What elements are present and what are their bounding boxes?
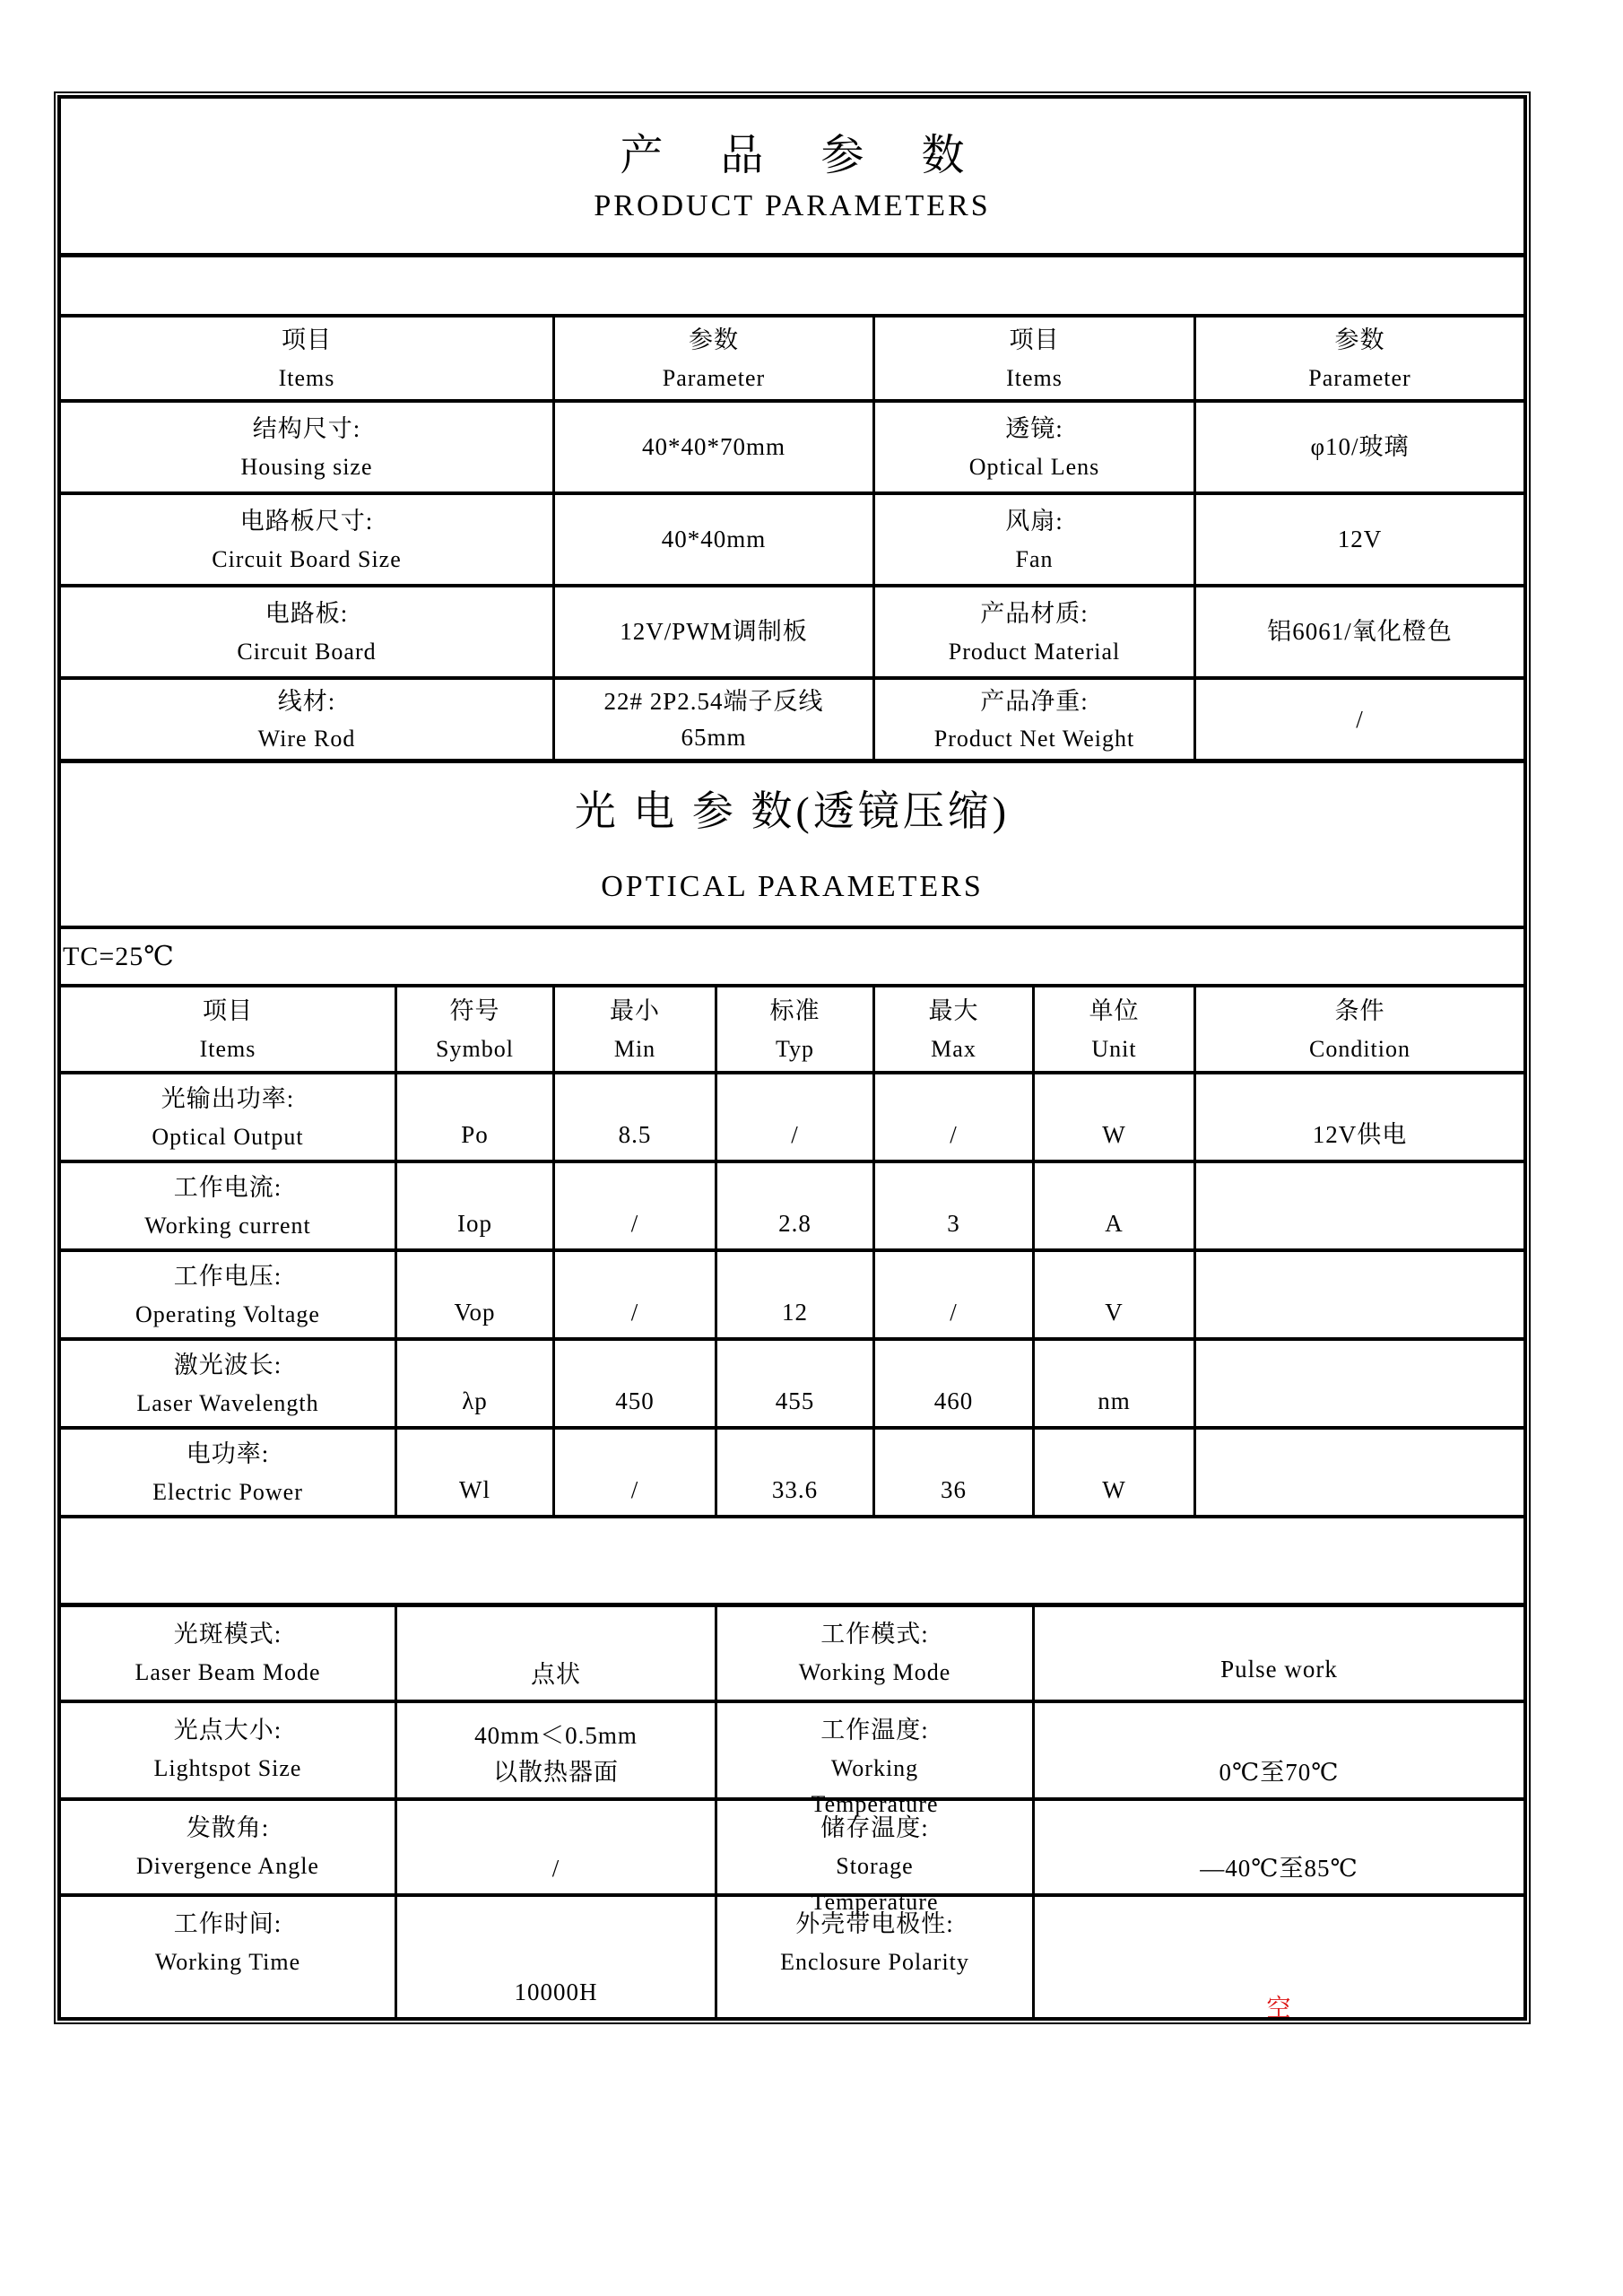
electric-power-label [61,1430,397,1518]
opt-header-unit-zh: 单位 [1089,997,1140,1025]
header-parameter-1 [555,317,875,403]
operating-voltage-typ-text: 12 [782,1298,808,1326]
optical-output-min [555,1074,717,1163]
electric-power-condition [1196,1430,1523,1518]
electric-power-symbol [397,1430,555,1518]
header-parameter-2-en: Parameter [1308,364,1411,391]
beam-mode-value [397,1607,717,1703]
working-mode-en: Working Mode [798,1658,951,1685]
working-current-en: Working current [144,1212,311,1239]
working-temperature-value-text: 0℃至70℃ [1219,1758,1340,1786]
operating-voltage-zh: 工作电压: [173,1263,282,1291]
spacer-row-middle [61,1518,1523,1607]
divergence-angle-zh: 发散角: [186,1814,270,1841]
circuit-board-value-text: 12V/PWM调制板 [620,618,808,646]
laser-wavelength-max-text: 460 [933,1387,974,1414]
working-temperature-en-clipped: Temperature [811,1790,939,1817]
electric-power-zh: 电功率: [186,1440,270,1468]
beam-mode-label [61,1607,397,1703]
laser-wavelength-unit [1035,1341,1196,1430]
circuit-board-zh: 电路板: [265,600,349,628]
housing-size-label [61,403,555,495]
header-parameter-2-zh: 参数 [1334,326,1385,354]
storage-temperature-value-text: —40℃至85℃ [1200,1854,1358,1882]
optical-output-typ-text: / [791,1120,799,1148]
header-parameter-1-en: Parameter [662,364,766,391]
product-material-value [1196,587,1523,680]
optical-output-label [61,1074,397,1163]
operating-voltage-typ [717,1252,875,1341]
electric-power-typ [717,1430,875,1518]
optical-output-zh: 光输出功率: [161,1085,295,1113]
working-time-zh: 工作时间: [173,1910,282,1937]
enclosure-polarity-zh: 外壳带电极性: [795,1910,954,1937]
operating-voltage-min-text: / [630,1298,639,1326]
working-current-label [61,1163,397,1252]
circuit-board-size-value-text: 40*40mm [661,526,767,553]
working-time-value-text: 10000H [514,1978,598,2005]
storage-temperature-zh: 储存温度: [820,1814,929,1841]
opt-header-typ-zh: 标准 [769,997,820,1025]
lightspot-size-value-line1: 40mm＜0.5mm [474,1722,638,1749]
optical-output-min-text: 8.5 [618,1120,652,1148]
wire-rod-label [61,680,555,763]
laser-wavelength-unit-text: nm [1098,1387,1131,1414]
lightspot-size-zh: 光点大小: [173,1717,282,1744]
circuit-board-value [555,587,875,680]
optical-lens-en: Optical Lens [968,453,1100,480]
beam-mode-en: Laser Beam Mode [135,1658,321,1685]
working-temperature-zh: 工作温度: [820,1717,929,1744]
optical-output-max-text: / [950,1120,958,1148]
opt-header-typ [717,987,875,1074]
wire-rod-en: Wire Rod [257,726,356,752]
lightspot-size-value-line2: 以散热器面 [493,1758,619,1786]
product-material-value-text: 铝6061/氧化橙色 [1267,618,1453,646]
working-current-unit-text: A [1105,1209,1124,1237]
net-weight-value [1196,680,1523,763]
operating-voltage-en: Operating Voltage [135,1300,320,1327]
wire-rod-value-line1: 22# 2P2.54端子反线 [603,687,824,715]
working-current-max-text: 3 [947,1209,960,1237]
laser-wavelength-symbol [397,1341,555,1430]
header-items-2-zh: 项目 [1009,326,1060,354]
operating-voltage-symbol [397,1252,555,1341]
housing-size-value-text: 40*40*70mm [641,433,785,461]
fan-value [1196,495,1523,587]
laser-wavelength-min-text: 450 [615,1387,655,1414]
header-items-1-zh: 项目 [282,326,332,354]
beam-mode-value-text: 点状 [531,1660,581,1688]
enclosure-polarity-value [1035,1897,1523,2022]
wire-rod-value [555,680,875,763]
opt-header-items-zh: 项目 [203,997,253,1025]
housing-size-value [555,403,875,495]
fan-zh: 风扇: [1005,508,1063,535]
laser-wavelength-condition [1196,1341,1523,1430]
opt-header-items [61,987,397,1074]
net-weight-zh: 产品净重: [980,687,1089,715]
parameters-table [57,95,1527,2021]
working-current-typ [717,1163,875,1252]
circuit-board-size-zh: 电路板尺寸: [239,508,374,535]
working-time-value [397,1897,717,2017]
optical-output-unit [1035,1074,1196,1163]
working-time-label [61,1897,397,2017]
working-current-max [875,1163,1035,1252]
electric-power-min [555,1430,717,1518]
tc-condition-text: TC=25℃ [63,942,175,971]
operating-voltage-symbol-text: Vop [454,1298,496,1326]
divergence-angle-value-text: / [551,1854,560,1882]
spacer-row-top [61,257,1523,317]
net-weight-en: Product Net Weight [933,726,1135,752]
working-current-unit [1035,1163,1196,1252]
header-items-1-en: Items [278,364,335,391]
opt-header-max-zh: 最大 [928,997,979,1025]
working-time-en: Working Time [154,1948,301,1975]
opt-header-symbol-en: Symbol [436,1035,514,1062]
storage-temperature-en-clipped: Temperature [811,1888,939,1915]
divergence-angle-value [397,1801,717,1897]
electric-power-typ-text: 33.6 [771,1475,819,1503]
electric-power-unit [1035,1430,1196,1518]
optical-output-en: Optical Output [152,1123,304,1150]
housing-size-zh: 结构尺寸: [252,415,361,443]
tc-condition-row [61,929,1523,987]
housing-size-en: Housing size [240,453,373,480]
fan-en: Fan [1015,545,1054,572]
laser-wavelength-label [61,1341,397,1430]
wire-rod-zh: 线材: [277,687,336,715]
table-frame [54,91,1531,2024]
opt-header-condition-zh: 条件 [1334,997,1385,1025]
optical-title-cell [61,763,1523,929]
optical-output-condition [1196,1074,1523,1163]
operating-voltage-condition [1196,1252,1523,1341]
working-mode-zh: 工作模式: [820,1621,929,1648]
optical-output-symbol [397,1074,555,1163]
net-weight-value-text: / [1356,705,1364,733]
opt-header-items-en: Items [199,1035,256,1062]
working-temperature-en: Working [830,1754,919,1781]
working-current-min [555,1163,717,1252]
electric-power-max-text: 36 [941,1475,967,1503]
opt-header-min-en: Min [613,1035,656,1062]
opt-header-condition-en: Condition [1308,1035,1410,1062]
storage-temperature-en: Storage [836,1852,914,1879]
header-items-2-en: Items [1006,364,1063,391]
storage-temperature-label [717,1801,1035,1915]
laser-wavelength-typ [717,1341,875,1430]
laser-wavelength-zh: 激光波长: [173,1352,282,1379]
lightspot-size-en: Lightspot Size [153,1754,302,1781]
enclosure-polarity-en: Enclosure Polarity [780,1948,969,1975]
operating-voltage-max [875,1252,1035,1341]
product-material-label [875,587,1196,680]
opt-header-symbol [397,987,555,1074]
working-mode-label [717,1607,1035,1703]
working-current-min-text: / [630,1209,639,1237]
divergence-angle-label [61,1801,397,1897]
optical-output-unit-text: W [1102,1120,1126,1148]
enclosure-polarity-label [717,1897,1035,2017]
working-current-symbol-text: Iop [457,1209,492,1237]
working-temperature-value [1035,1703,1523,1801]
net-weight-label [875,680,1196,763]
working-mode-value [1035,1607,1523,1703]
opt-header-unit [1035,987,1196,1074]
electric-power-unit-text: W [1102,1475,1126,1503]
working-temperature-label [717,1703,1035,1817]
working-current-zh: 工作电流: [173,1174,282,1202]
optical-lens-label [875,403,1196,495]
opt-header-unit-en: Unit [1091,1035,1137,1062]
optical-lens-value [1196,403,1523,495]
opt-header-max-en: Max [931,1035,976,1062]
operating-voltage-unit [1035,1252,1196,1341]
opt-header-min [555,987,717,1074]
electric-power-max [875,1430,1035,1518]
optical-output-symbol-text: Po [461,1120,489,1148]
operating-voltage-label [61,1252,397,1341]
lightspot-size-label [61,1703,397,1801]
circuit-board-size-value [555,495,875,587]
opt-header-max [875,987,1035,1074]
circuit-board-label [61,587,555,680]
electric-power-en: Electric Power [152,1478,303,1505]
working-current-symbol [397,1163,555,1252]
electric-power-symbol-text: Wl [459,1475,490,1503]
optical-title-en: OPTICAL PARAMETERS [601,870,984,904]
header-parameter-1-zh: 参数 [689,326,739,354]
operating-voltage-max-text: / [950,1298,958,1326]
operating-voltage-min [555,1252,717,1341]
optical-output-typ [717,1074,875,1163]
laser-wavelength-en: Laser Wavelength [136,1389,319,1416]
lightspot-size-value [397,1703,717,1801]
product-material-en: Product Material [948,638,1121,665]
main-title-zh: 产 品 参 数 [620,132,988,180]
divergence-angle-en: Divergence Angle [136,1852,319,1879]
circuit-board-size-en: Circuit Board Size [212,545,402,572]
laser-wavelength-typ-text: 455 [775,1387,815,1414]
optical-output-max [875,1074,1035,1163]
header-parameter-2 [1196,317,1523,403]
laser-wavelength-min [555,1341,717,1430]
beam-mode-zh: 光斑模式: [173,1621,282,1648]
working-current-condition [1196,1163,1523,1252]
operating-voltage-unit-text: V [1105,1298,1124,1326]
optical-output-condition-text: 12V供电 [1312,1120,1408,1148]
header-items-1 [61,317,555,403]
opt-header-condition [1196,987,1523,1074]
electric-power-min-text: / [630,1475,639,1503]
fan-label [875,495,1196,587]
laser-wavelength-max [875,1341,1035,1430]
enclosure-polarity-value-text: 空 [1266,1994,1292,2022]
circuit-board-en: Circuit Board [237,638,377,665]
main-title-cell [61,99,1523,257]
opt-header-typ-en: Typ [775,1035,815,1062]
optical-lens-value-text: φ10/玻璃 [1310,433,1410,461]
optical-title-zh: 光 电 参 数(透镜压缩) [574,788,1011,835]
product-material-zh: 产品材质: [980,600,1089,628]
circuit-board-size-label [61,495,555,587]
working-mode-value-text: Pulse work [1220,1655,1338,1683]
wire-rod-value-line2: 65mm [681,724,747,751]
storage-temperature-value [1035,1801,1523,1897]
fan-value-text: 12V [1337,526,1383,553]
working-current-typ-text: 2.8 [778,1209,812,1237]
main-title-en: PRODUCT PARAMETERS [594,188,991,222]
header-items-2 [875,317,1196,403]
optical-lens-zh: 透镜: [1005,415,1063,443]
opt-header-min-zh: 最小 [610,997,660,1025]
opt-header-symbol-zh: 符号 [449,997,500,1025]
laser-wavelength-symbol-text: λp [462,1387,488,1414]
